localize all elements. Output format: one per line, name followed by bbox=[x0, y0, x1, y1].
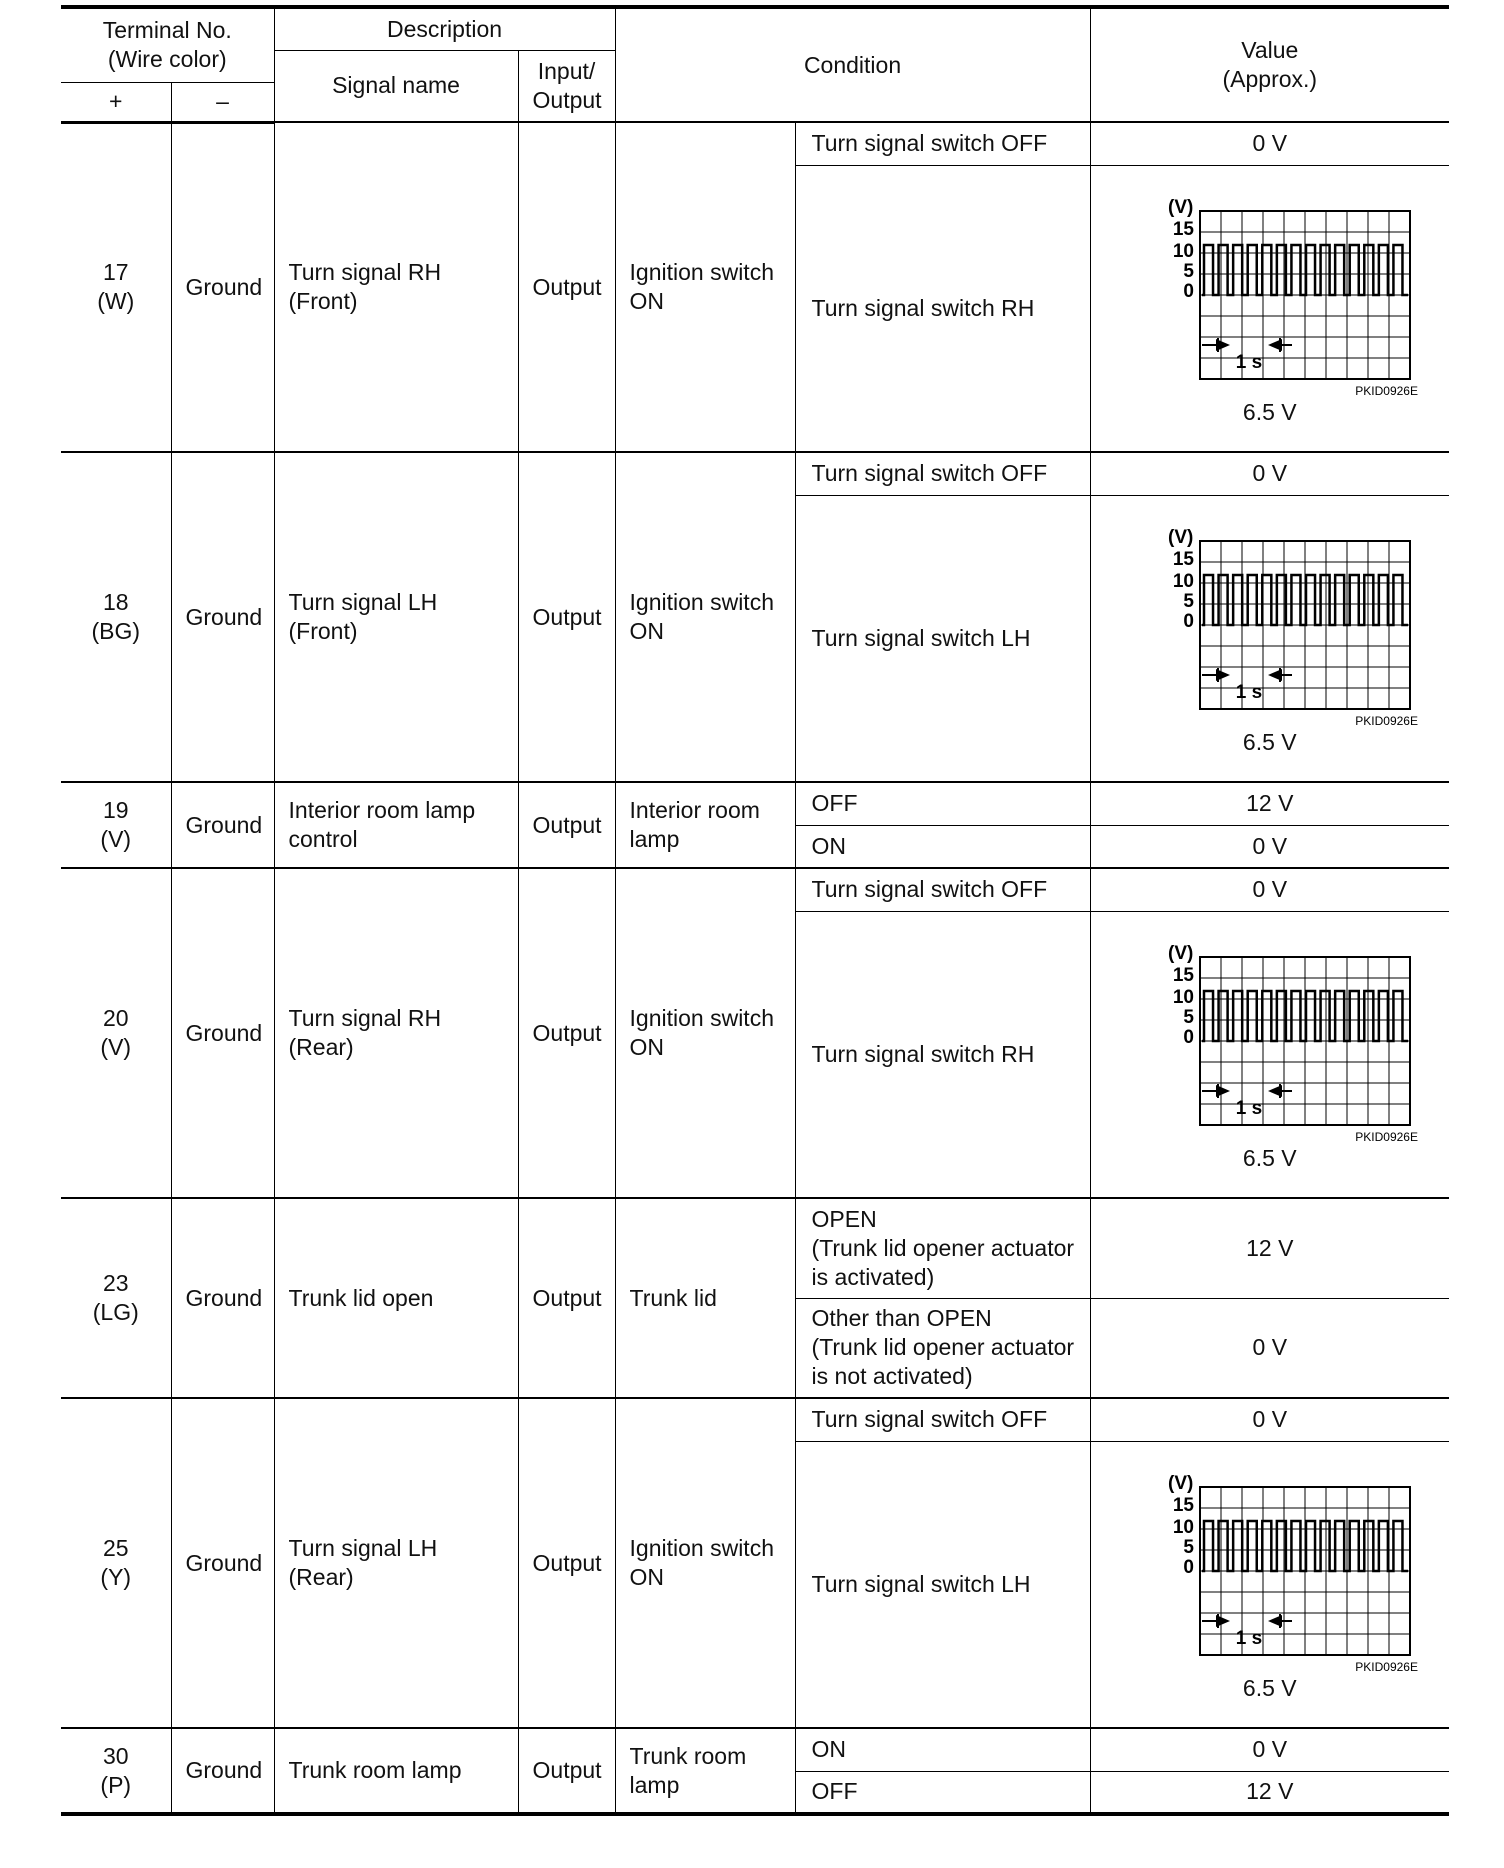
sub-condition-cell: Turn signal switch LH bbox=[795, 495, 1090, 782]
io-cell: Output bbox=[518, 122, 615, 452]
waveform-period-label: 1 s bbox=[1235, 352, 1262, 374]
header-io: Input/ Output bbox=[518, 50, 615, 122]
waveform-unit-label: (V) bbox=[1167, 1473, 1194, 1495]
sub-condition-cell: ON bbox=[795, 825, 1090, 868]
table-row bbox=[61, 868, 1449, 911]
sub-condition-cell: Other than OPEN (Trunk lid opener actuator is not activated) bbox=[795, 1298, 1090, 1398]
ground-cell: Ground bbox=[171, 1198, 274, 1398]
sub-condition-cell: Turn signal switch OFF bbox=[795, 122, 1090, 165]
waveform-value-cell bbox=[1090, 165, 1449, 452]
waveform-tick-label: 10 bbox=[1172, 241, 1194, 263]
header-plus: + bbox=[61, 82, 171, 122]
waveform-tick-label: 5 bbox=[1183, 1007, 1194, 1029]
terminal-cell: 18 (BG) bbox=[61, 452, 171, 782]
terminal-cell: 30 (P) bbox=[61, 1728, 171, 1814]
waveform-tick-label: 15 bbox=[1172, 549, 1194, 571]
turn-signal-waveform bbox=[1120, 193, 1420, 398]
terminal-cell: 23 (LG) bbox=[61, 1198, 171, 1398]
ground-cell: Ground bbox=[171, 122, 274, 452]
sub-condition-cell: Turn signal switch RH bbox=[795, 911, 1090, 1198]
signal-name-cell: Interior room lamp control bbox=[274, 782, 518, 868]
sub-condition-cell: ON bbox=[795, 1728, 1090, 1771]
io-cell: Output bbox=[518, 1728, 615, 1814]
io-cell: Output bbox=[518, 782, 615, 868]
header-minus: – bbox=[171, 82, 274, 122]
terminal-cell: 19 (V) bbox=[61, 782, 171, 868]
waveform-code-label: PKID0926E bbox=[1355, 384, 1418, 399]
table-row bbox=[61, 1398, 1449, 1441]
waveform-tick-label: 10 bbox=[1172, 987, 1194, 1009]
table-row bbox=[61, 1728, 1449, 1771]
waveform-tick-label: 15 bbox=[1172, 1495, 1194, 1517]
value-cell: 12 V bbox=[1090, 1771, 1449, 1814]
waveform-period-label: 1 s bbox=[1235, 1098, 1262, 1120]
value-cell: 12 V bbox=[1090, 1198, 1449, 1298]
waveform-tick-label: 10 bbox=[1172, 571, 1194, 593]
condition-cell: Trunk room lamp bbox=[615, 1728, 795, 1814]
waveform-tick-label: 5 bbox=[1183, 261, 1194, 283]
ground-cell: Ground bbox=[171, 452, 274, 782]
io-cell: Output bbox=[518, 452, 615, 782]
terminal-cell: 17 (W) bbox=[61, 122, 171, 452]
signal-name-cell: Turn signal RH (Rear) bbox=[274, 868, 518, 1198]
terminal-cell: 20 (V) bbox=[61, 868, 171, 1198]
value-cell: 0 V bbox=[1090, 122, 1449, 165]
value-cell: 0 V bbox=[1090, 1298, 1449, 1398]
header-condition: Condition bbox=[615, 7, 1090, 122]
value-cell: 0 V bbox=[1090, 825, 1449, 868]
ground-cell: Ground bbox=[171, 868, 274, 1198]
condition-cell: Ignition switch ON bbox=[615, 868, 795, 1198]
sub-condition-cell: OFF bbox=[795, 782, 1090, 825]
condition-cell: Trunk lid bbox=[615, 1198, 795, 1398]
sub-condition-cell: Turn signal switch OFF bbox=[795, 452, 1090, 495]
sub-condition-cell: OPEN (Trunk lid opener actuator is activated) bbox=[795, 1198, 1090, 1298]
waveform-tick-label: 10 bbox=[1172, 1517, 1194, 1539]
value-text: 6.5 V bbox=[1242, 729, 1297, 756]
ground-cell: Ground bbox=[171, 1398, 274, 1728]
value-text: 6.5 V bbox=[1242, 1675, 1297, 1702]
table-row bbox=[61, 452, 1449, 495]
waveform-tick-label: 0 bbox=[1183, 1027, 1194, 1049]
ground-cell: Ground bbox=[171, 1728, 274, 1814]
header-terminal: Terminal No. (Wire color) bbox=[61, 7, 274, 82]
condition-cell: Ignition switch ON bbox=[615, 452, 795, 782]
signal-name-cell: Trunk lid open bbox=[274, 1198, 518, 1398]
waveform-tick-label: 5 bbox=[1183, 1537, 1194, 1559]
sub-condition-cell: Turn signal switch OFF bbox=[795, 1398, 1090, 1441]
waveform-code-label: PKID0926E bbox=[1355, 1660, 1418, 1675]
ground-cell: Ground bbox=[171, 782, 274, 868]
io-cell: Output bbox=[518, 1198, 615, 1398]
header-value: Value (Approx.) bbox=[1090, 7, 1449, 122]
condition-cell: Ignition switch ON bbox=[615, 1398, 795, 1728]
waveform-unit-label: (V) bbox=[1167, 527, 1194, 549]
turn-signal-waveform bbox=[1120, 523, 1420, 728]
io-cell: Output bbox=[518, 1398, 615, 1728]
waveform-value-cell bbox=[1090, 1441, 1449, 1728]
waveform-tick-label: 0 bbox=[1183, 1557, 1194, 1579]
value-cell: 0 V bbox=[1090, 1398, 1449, 1441]
waveform-tick-label: 5 bbox=[1183, 591, 1194, 613]
waveform-code-label: PKID0926E bbox=[1355, 1130, 1418, 1145]
header-signal-name: Signal name bbox=[274, 50, 518, 122]
terminal-table-sheet bbox=[61, 5, 1449, 1816]
value-cell: 0 V bbox=[1090, 1728, 1449, 1771]
sub-condition-cell: OFF bbox=[795, 1771, 1090, 1814]
signal-name-cell: Turn signal RH (Front) bbox=[274, 122, 518, 452]
turn-signal-waveform bbox=[1120, 1469, 1420, 1674]
turn-signal-waveform bbox=[1120, 939, 1420, 1144]
waveform-tick-label: 0 bbox=[1183, 281, 1194, 303]
condition-cell: Ignition switch ON bbox=[615, 122, 795, 452]
waveform-tick-label: 15 bbox=[1172, 219, 1194, 241]
header-description: Description bbox=[274, 7, 615, 50]
waveform-value-cell bbox=[1090, 911, 1449, 1198]
waveform-tick-label: 0 bbox=[1183, 611, 1194, 633]
waveform-unit-label: (V) bbox=[1167, 197, 1194, 219]
waveform-tick-label: 15 bbox=[1172, 965, 1194, 987]
table-row bbox=[61, 122, 1449, 165]
waveform-unit-label: (V) bbox=[1167, 943, 1194, 965]
value-cell: 12 V bbox=[1090, 782, 1449, 825]
signal-name-cell: Turn signal LH (Front) bbox=[274, 452, 518, 782]
waveform-period-label: 1 s bbox=[1235, 682, 1262, 704]
value-text: 6.5 V bbox=[1242, 1145, 1297, 1172]
signal-name-cell: Trunk room lamp bbox=[274, 1728, 518, 1814]
waveform-period-label: 1 s bbox=[1235, 1628, 1262, 1650]
condition-cell: Interior room lamp bbox=[615, 782, 795, 868]
table-row bbox=[61, 782, 1449, 825]
value-cell: 0 V bbox=[1090, 868, 1449, 911]
waveform-value-cell bbox=[1090, 495, 1449, 782]
value-cell: 0 V bbox=[1090, 452, 1449, 495]
value-text: 6.5 V bbox=[1242, 399, 1297, 426]
sub-condition-cell: Turn signal switch OFF bbox=[795, 868, 1090, 911]
table-row bbox=[61, 1198, 1449, 1298]
sub-condition-cell: Turn signal switch RH bbox=[795, 165, 1090, 452]
sub-condition-cell: Turn signal switch LH bbox=[795, 1441, 1090, 1728]
waveform-code-label: PKID0926E bbox=[1355, 714, 1418, 729]
io-cell: Output bbox=[518, 868, 615, 1198]
signal-name-cell: Turn signal LH (Rear) bbox=[274, 1398, 518, 1728]
terminal-table bbox=[61, 5, 1449, 1816]
terminal-cell: 25 (Y) bbox=[61, 1398, 171, 1728]
